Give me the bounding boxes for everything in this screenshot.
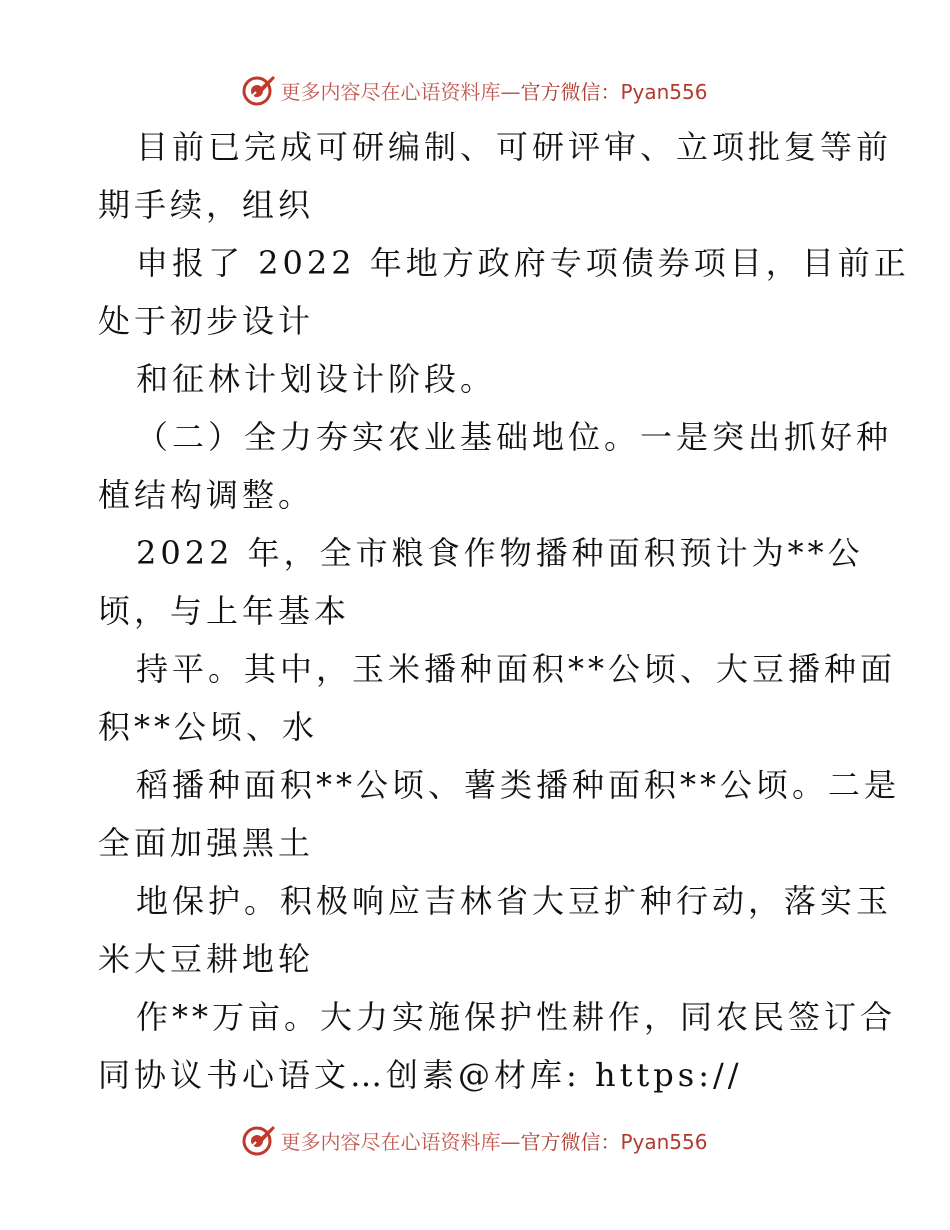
text-line: 积**公顷、水	[98, 708, 319, 746]
text-line: 期手续，组织	[98, 186, 315, 224]
footer-wechat-text: 官方微信：Pyan556	[520, 1129, 708, 1154]
text-line: 同协议书心语文…创素@材库: https://	[98, 1056, 743, 1094]
pen-logo-icon	[242, 73, 276, 107]
footer-site-text: 更多内容尽在心语资料库—	[280, 1129, 521, 1154]
text-line: 和征林计划设计阶段。	[136, 360, 497, 398]
document-body	[98, 118, 910, 1104]
text-line: 植结构调整。	[98, 476, 315, 514]
text-line: 目前已完成可研编制、可研评审、立项批复等前	[136, 128, 893, 166]
header-site-text: 更多内容尽在心语资料库—	[280, 79, 521, 104]
text-line: 2022 年，全市粮食作物播种面积预计为**公	[136, 534, 864, 572]
header-wechat-text: 官方微信：Pyan556	[520, 79, 708, 104]
text-line: 全面加强黑土	[98, 824, 315, 862]
text-line: 作**万亩。大力实施保护性耕作，同农民签订合	[136, 998, 897, 1036]
pen-logo-icon	[242, 1123, 276, 1157]
text-line: 申报了 2022 年地方政府专项债券项目，目前正	[136, 244, 910, 282]
text-line: 米大豆耕地轮	[98, 940, 315, 978]
footer-banner	[0, 1120, 950, 1160]
header-banner	[0, 70, 950, 110]
text-line: 地保护。积极响应吉林省大豆扩种行动，落实玉	[136, 882, 893, 920]
text-line: 持平。其中，玉米播种面积**公顷、大豆播种面	[136, 650, 897, 688]
text-line: 处于初步设计	[98, 302, 315, 340]
text-line: 顷，与上年基本	[98, 592, 351, 630]
text-line: （二）全力夯实农业基础地位。一是突出抓好种	[136, 418, 893, 456]
text-line: 稻播种面积**公顷、薯类播种面积**公顷。二是	[136, 766, 901, 804]
